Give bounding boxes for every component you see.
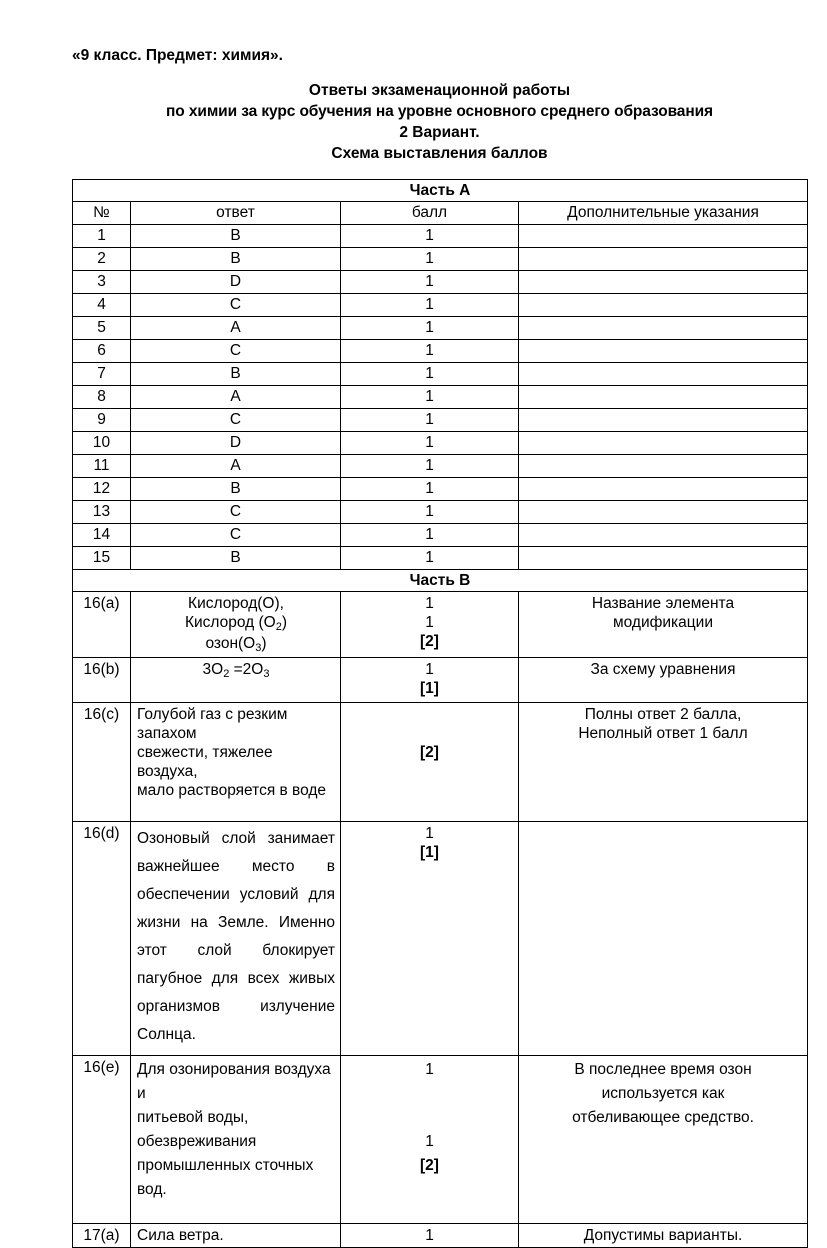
subscript: 3: [263, 668, 270, 680]
cell-answer: C: [131, 524, 341, 547]
cell-answer: A: [131, 386, 341, 409]
note-line: За схему уравнения: [590, 661, 736, 678]
cell-number: 8: [73, 386, 131, 409]
cell-note: [519, 547, 808, 570]
note-line: модификации: [613, 614, 713, 631]
equation-part: =2O: [229, 661, 264, 678]
score-total: [2]: [420, 744, 439, 761]
table-row: [73, 478, 808, 501]
cell-note: [519, 271, 808, 294]
cell-number: 12: [73, 478, 131, 501]
cell-score: 1: [341, 340, 519, 363]
answer-line: мало растворяется в воде: [137, 782, 327, 799]
title-line-3: 2 Вариант.: [399, 124, 480, 141]
cell-note: [519, 294, 808, 317]
cell-number: 7: [73, 363, 131, 386]
blank-line: [137, 800, 335, 819]
cell-score: 1: [341, 478, 519, 501]
cell-answer: C: [131, 409, 341, 432]
cell-answer: D: [131, 271, 341, 294]
scoring-scheme-table: [72, 179, 808, 1248]
answer-line: свежести, тяжелее воздуха,: [137, 744, 273, 780]
cell-number: 2: [73, 248, 131, 271]
row-note-16a: [519, 592, 808, 658]
row-id-16d: 16(d): [73, 822, 131, 1056]
table-row: [73, 547, 808, 570]
table-column-headers: [73, 202, 808, 225]
subscript: 2: [275, 621, 282, 633]
cell-number: 11: [73, 455, 131, 478]
title-line-4: Схема выставления баллов: [331, 145, 548, 162]
blank-line: [341, 724, 518, 743]
cell-number: 14: [73, 524, 131, 547]
cell-score: 1: [341, 501, 519, 524]
equation-part: 3O: [202, 661, 224, 678]
subscript: 2: [223, 668, 230, 680]
table-row: [73, 501, 808, 524]
row-score-16b: [341, 658, 519, 703]
cell-answer: C: [131, 501, 341, 524]
score-total: [1]: [420, 844, 439, 861]
table-row: [73, 524, 808, 547]
score-line: 1: [425, 661, 434, 678]
cell-note: [519, 432, 808, 455]
table-row: [73, 294, 808, 317]
cell-score: 1: [341, 225, 519, 248]
cell-score: 1: [341, 294, 519, 317]
note-line: В последнее время озон: [574, 1061, 752, 1078]
column-header-number: №: [73, 202, 131, 225]
title-line-2: по химии за курс обучения на уровне основного среднего образования: [166, 103, 713, 120]
note-line: Полны ответ 2 балла,: [584, 706, 742, 723]
cell-score: 1: [341, 386, 519, 409]
part-a-rows: [73, 225, 808, 570]
row-answer-16c: [131, 703, 341, 822]
cell-number: 5: [73, 317, 131, 340]
cell-number: 9: [73, 409, 131, 432]
answer-line: Сила ветра.: [137, 1227, 224, 1244]
row-id-16e: 16(e): [73, 1056, 131, 1224]
table-row-16d: [73, 822, 808, 1056]
title-line-1: Ответы экзаменационной работы: [308, 82, 571, 99]
score-line: 1: [425, 1061, 434, 1078]
cell-score: 1: [341, 432, 519, 455]
note-line: Допустимы варианты.: [583, 1227, 743, 1244]
cell-score: 1: [341, 547, 519, 570]
blank-line: [341, 705, 518, 724]
blank-line: [137, 681, 335, 700]
cell-answer: B: [131, 363, 341, 386]
cell-number: 15: [73, 547, 131, 570]
score-total: [1]: [420, 680, 439, 697]
chemical-equation: [137, 660, 335, 681]
cell-answer: B: [131, 478, 341, 501]
answer-line: Кислород(О),: [188, 595, 284, 612]
cell-score: 1: [341, 317, 519, 340]
page-title: [72, 80, 807, 164]
cell-score: 1: [341, 363, 519, 386]
row-note-16d: [519, 822, 808, 1056]
answer-text: Кислород (О: [184, 614, 276, 631]
column-header-notes: Дополнительные указания: [519, 202, 808, 225]
cell-answer: B: [131, 225, 341, 248]
cell-answer: D: [131, 432, 341, 455]
table-row: [73, 432, 808, 455]
cell-note: [519, 501, 808, 524]
cell-note: [519, 386, 808, 409]
section-label-part-a: Часть А: [73, 180, 808, 202]
row-id-16b: 16(b): [73, 658, 131, 703]
table-row: [73, 248, 808, 271]
row-answer-16a: [131, 592, 341, 658]
column-header-answer: ответ: [131, 202, 341, 225]
row-note-16c: [519, 703, 808, 822]
table-row-16c: [73, 703, 808, 822]
cell-answer: C: [131, 340, 341, 363]
cell-number: 1: [73, 225, 131, 248]
cell-note: [519, 524, 808, 547]
cell-note: [519, 317, 808, 340]
document-heading: [72, 46, 807, 164]
cell-score: 1: [341, 524, 519, 547]
note-line: используется как: [601, 1085, 725, 1102]
table-row-16e: [73, 1056, 808, 1224]
score-line: 1: [425, 1133, 434, 1150]
blank-line: [341, 1082, 518, 1106]
section-label-part-b: Часть В: [73, 570, 808, 592]
row-id-16a: 16(a): [73, 592, 131, 658]
score-total: [2]: [420, 1157, 439, 1174]
answer-line: Голубой газ с резким запахом: [137, 706, 288, 742]
row-note-16e: [519, 1056, 808, 1224]
row-score-17a: [341, 1224, 519, 1248]
cell-number: 4: [73, 294, 131, 317]
answer-text: озон(О: [205, 635, 256, 652]
cell-score: 1: [341, 409, 519, 432]
answer-line: Для озонирования воздуха и: [137, 1061, 331, 1102]
cell-note: [519, 225, 808, 248]
row-note-17a: [519, 1224, 808, 1248]
answer-line: $озон(О_3)$: [205, 635, 267, 654]
cell-answer: B: [131, 248, 341, 271]
row-id-16c: 16(c): [73, 703, 131, 822]
table-row: [73, 271, 808, 294]
table-row-16b: [73, 658, 808, 703]
note-line: отбеливающее средство.: [572, 1109, 754, 1126]
cell-score: 1: [341, 248, 519, 271]
score-line: 1: [425, 1227, 434, 1244]
cell-note: [519, 363, 808, 386]
cell-note: [519, 248, 808, 271]
cell-note: [519, 478, 808, 501]
cell-score: 1: [341, 271, 519, 294]
cell-number: 6: [73, 340, 131, 363]
table-row-16a: [73, 592, 808, 658]
table-row: [73, 455, 808, 478]
cell-answer: B: [131, 547, 341, 570]
score-line: 1: [425, 614, 434, 631]
column-header-score: балл: [341, 202, 519, 225]
cell-note: [519, 409, 808, 432]
cell-answer: A: [131, 317, 341, 340]
row-score-16a: [341, 592, 519, 658]
note-line: Неполный ответ 1 балл: [578, 725, 748, 742]
row-score-16c: [341, 703, 519, 822]
answer-line: промышленных сточных вод.: [137, 1157, 314, 1198]
table-row: [73, 317, 808, 340]
score-line: 1: [425, 825, 434, 842]
row-answer-16e: [131, 1056, 341, 1224]
blank-line: [137, 1202, 335, 1221]
subscript: 3: [255, 642, 262, 654]
row-note-16b: [519, 658, 808, 703]
table-row: [73, 409, 808, 432]
row-score-16d: [341, 822, 519, 1056]
row-score-16e: [341, 1056, 519, 1224]
answer-line: Кислород $(О_2)$: [184, 614, 288, 633]
section-header-part-a: [73, 180, 808, 202]
answer-line: обезвреживания: [137, 1133, 257, 1150]
row-answer-16b: [131, 658, 341, 703]
table-row: [73, 340, 808, 363]
cell-answer: A: [131, 455, 341, 478]
cell-answer: C: [131, 294, 341, 317]
table-row: [73, 363, 808, 386]
cell-score: 1: [341, 455, 519, 478]
note-line: Название элемента: [591, 595, 735, 612]
cell-number: 13: [73, 501, 131, 524]
table-row: [73, 386, 808, 409]
subject-line: «9 класс. Предмет: химия».: [72, 47, 283, 64]
row-answer-17a: [131, 1224, 341, 1248]
row-id-17a: 17(a): [73, 1224, 131, 1248]
cell-note: [519, 455, 808, 478]
table-row: [73, 225, 808, 248]
cell-note: [519, 340, 808, 363]
answer-line: питьевой воды,: [137, 1109, 249, 1126]
blank-line: [341, 1106, 518, 1130]
row-answer-16d: Озоновый слой занимает важнейшее место в обеспечении условий для жизни на Земле. Именно этот слой блокирует пагубное для всех живых организмов излучение Солнца.: [131, 822, 341, 1056]
table-row-17a: [73, 1224, 808, 1248]
cell-number: 3: [73, 271, 131, 294]
cell-number: 10: [73, 432, 131, 455]
score-line: 1: [425, 595, 434, 612]
section-header-part-b: [73, 570, 808, 592]
score-total: [2]: [420, 633, 439, 650]
